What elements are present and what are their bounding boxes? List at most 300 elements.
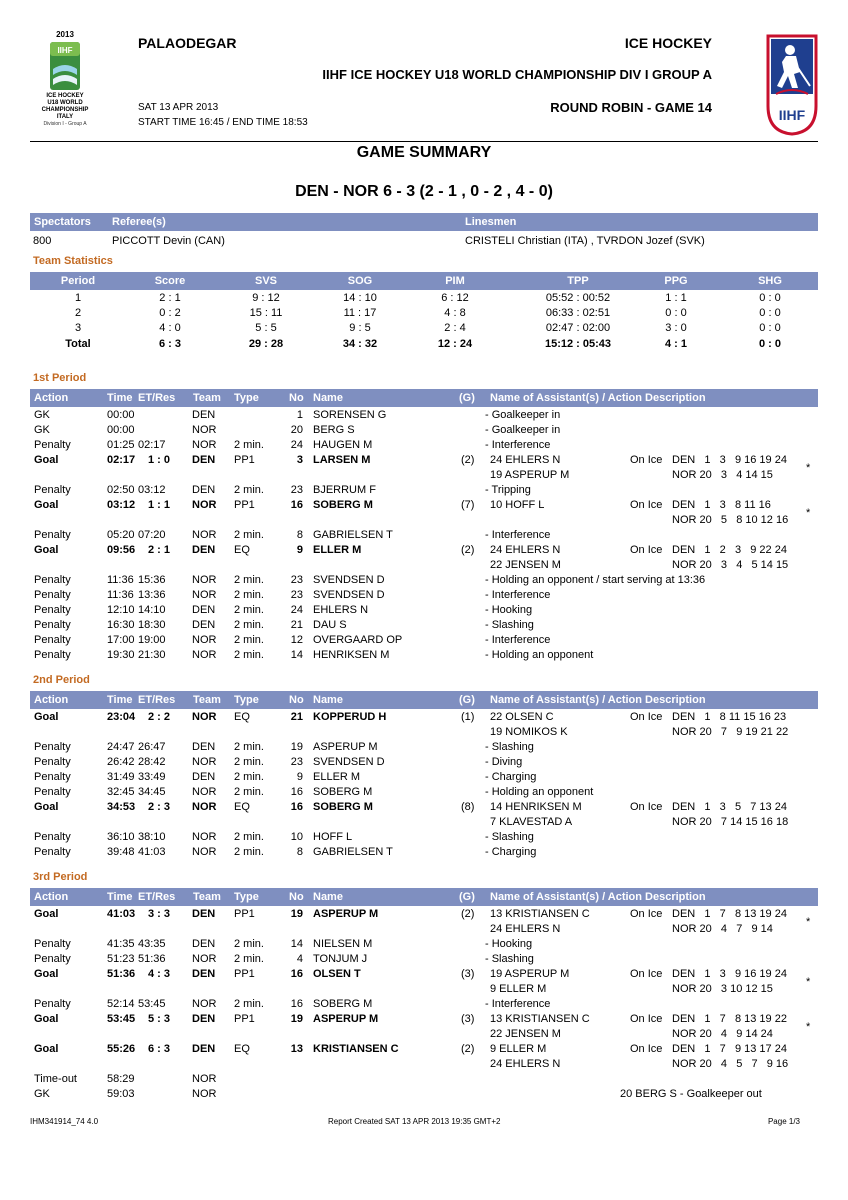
- referees-header: Referee(s): [112, 216, 166, 228]
- event-team: NOR: [192, 649, 217, 661]
- event-team: NOR: [192, 998, 217, 1010]
- event-g: (2): [461, 908, 475, 920]
- event-col-header: Team: [193, 891, 221, 903]
- referees-value: PICCOTT Devin (CAN): [112, 235, 225, 247]
- event-name: HAUGEN M: [313, 439, 373, 451]
- power-play-star: *: [806, 916, 811, 928]
- event-action: Penalty: [34, 953, 71, 965]
- event-name: GABRIELSEN T: [313, 529, 393, 541]
- event-description: - Holding an opponent / start serving at 13:36: [485, 574, 706, 586]
- event-name: DAU S: [313, 619, 347, 631]
- round-name: ROUND ROBIN - GAME 14: [550, 100, 712, 115]
- event-time: 34:53: [107, 801, 136, 813]
- event-et: 43:35: [138, 938, 166, 950]
- power-play-star: *: [806, 462, 811, 474]
- event-team: NOR: [192, 529, 217, 541]
- logo-division: Division I - Group A: [43, 121, 87, 127]
- stats-col-header: TPP: [567, 275, 589, 287]
- event-continuation-row: [30, 1058, 818, 1073]
- event-time: 02:50: [107, 484, 135, 496]
- stats-cell: 0 : 0: [665, 307, 687, 320]
- event-name: KOPPERUD H: [313, 711, 387, 723]
- on-ice-label: On Ice: [630, 499, 663, 511]
- event-team: NOR: [192, 831, 217, 843]
- event-team: NOR: [192, 756, 217, 768]
- stats-cell: 1: [74, 292, 82, 304]
- event-no: 13: [290, 1043, 303, 1055]
- on-ice-players: DEN 1 3 5 7 13 24: [672, 801, 787, 813]
- event-g: (3): [461, 1013, 475, 1025]
- on-ice-players: NOR 20 3 4 5 14 15: [672, 559, 789, 571]
- header-divider: [30, 141, 818, 142]
- on-ice-label: On Ice: [630, 544, 663, 556]
- event-continuation-row: [30, 923, 818, 938]
- event-action: Goal: [34, 711, 59, 723]
- goal-event-row: [30, 968, 818, 988]
- report-id: IHM341914_74 4.0: [30, 1117, 99, 1126]
- on-ice-players: DEN 1 7 8 13 19 22: [672, 1013, 787, 1025]
- event-name: SOBERG M: [313, 786, 373, 798]
- event-time: 31:49: [107, 771, 135, 783]
- stats-col-header: PIM: [445, 275, 465, 287]
- period-events-header: [30, 888, 818, 906]
- game-date: SAT 13 APR 2013: [138, 102, 219, 113]
- event-name: TONJUM J: [313, 953, 368, 965]
- stats-cell: 9 : 12: [252, 292, 280, 304]
- event-action: Penalty: [34, 619, 71, 631]
- event-time: 03:12: [107, 499, 136, 511]
- officials-header-bar: [30, 213, 818, 231]
- event-col-header: (G): [459, 694, 475, 706]
- event-action: Penalty: [34, 998, 71, 1010]
- assistant-name: 22 JENSEN M: [490, 1028, 561, 1040]
- event-et: 51:36: [138, 953, 166, 965]
- on-ice-players: NOR 20 4 7 9 14: [672, 923, 773, 935]
- on-ice-players: NOR 20 4 5 7 9 16: [672, 1058, 789, 1070]
- stats-cell: 2 : 1: [159, 292, 181, 304]
- event-action: GK: [34, 409, 50, 421]
- event-team: NOR: [192, 1073, 217, 1085]
- event-description: - Hooking: [485, 938, 533, 950]
- event-col-header: No: [289, 891, 304, 903]
- event-col-header: Action: [34, 891, 69, 903]
- event-team: DEN: [192, 1013, 216, 1025]
- event-action: GK: [34, 1088, 50, 1100]
- event-col-header: ET/Res: [138, 392, 176, 404]
- stats-cell: 3: [74, 322, 82, 335]
- event-no: 16: [290, 801, 303, 813]
- stats-cell: 2 : 4: [444, 322, 466, 335]
- event-type: 2 min.: [234, 953, 264, 965]
- on-ice-players: DEN 1 7 8 13 19 24: [672, 908, 787, 920]
- event-et: 6 : 3: [148, 1043, 171, 1055]
- event-name: BJERRUM F: [313, 484, 376, 496]
- venue: PALAODEGAR: [138, 35, 237, 51]
- event-continuation-row: [30, 816, 818, 831]
- assistant-name: 7 KLAVESTAD A: [490, 816, 573, 828]
- event-no: 9: [296, 544, 303, 556]
- event-action: Goal: [34, 968, 59, 980]
- event-action: Time-out: [34, 1073, 77, 1085]
- event-g: (2): [461, 544, 475, 556]
- power-play-star: *: [806, 976, 811, 988]
- event-team: NOR: [192, 801, 217, 813]
- event-type: 2 min.: [234, 619, 264, 631]
- event-type: 2 min.: [234, 439, 264, 451]
- stats-cell: 12 : 24: [437, 337, 473, 350]
- event-time: 24:47: [107, 741, 135, 753]
- stats-col-header: Period: [60, 275, 96, 287]
- event-row: [30, 619, 818, 634]
- event-action: Penalty: [34, 589, 71, 601]
- event-description: - Diving: [485, 756, 523, 768]
- event-action: Penalty: [34, 484, 71, 496]
- iihf-logo-icon: [764, 32, 820, 136]
- event-no: 4: [296, 953, 303, 965]
- event-name: LARSEN M: [313, 454, 371, 466]
- event-team: NOR: [192, 846, 217, 858]
- event-et: 3 : 3: [148, 908, 171, 920]
- event-name: HOFF L: [313, 831, 353, 843]
- event-name: NIELSEN M: [313, 938, 373, 950]
- championship-emblem-icon: [49, 41, 81, 91]
- on-ice-players: DEN 1 8 11 15 16 23: [672, 711, 787, 723]
- stats-cell: 5 : 5: [255, 322, 277, 335]
- event-time: 11:36: [107, 589, 134, 601]
- goal-event-row: [30, 544, 818, 559]
- event-et: 07:20: [138, 529, 166, 541]
- event-action: GK: [34, 424, 50, 436]
- event-no: 14: [290, 649, 303, 661]
- event-type: PP1: [234, 499, 255, 511]
- stats-row: [30, 292, 818, 307]
- event-col-header: Team: [193, 694, 221, 706]
- stats-cell: 15 : 11: [249, 307, 283, 320]
- event-action: Goal: [34, 499, 59, 511]
- event-team: NOR: [192, 574, 217, 586]
- event-time: 19:30: [107, 649, 135, 661]
- event-no: 24: [290, 604, 303, 616]
- event-note: 20 BERG S - Goalkeeper out: [620, 1088, 762, 1100]
- on-ice-players: NOR 20 5 8 10 12 16: [672, 514, 789, 526]
- event-time: 02:17: [107, 454, 136, 466]
- event-description: - Slashing: [485, 741, 534, 753]
- on-ice-label: On Ice: [630, 454, 663, 466]
- event-type: 2 min.: [234, 649, 264, 661]
- page-number: Page 1/3: [767, 1117, 800, 1126]
- event-et: 5 : 3: [148, 1013, 171, 1025]
- event-team: DEN: [192, 454, 216, 466]
- stats-col-header: SVS: [254, 275, 277, 287]
- assistant-name: 24 EHLERS N: [490, 544, 561, 556]
- event-description: - Interference: [485, 589, 551, 601]
- championship-logo: [30, 30, 100, 138]
- event-col-header: Team: [193, 392, 221, 404]
- event-g: (2): [461, 1043, 475, 1055]
- event-et: 19:00: [138, 634, 166, 646]
- event-et: 13:36: [138, 589, 166, 601]
- event-et: 14:10: [138, 604, 166, 616]
- assistant-name: 13 KRISTIANSEN C: [490, 908, 590, 920]
- event-description: - Holding an opponent: [485, 786, 594, 798]
- stats-cell: 05:52 : 00:52: [545, 292, 611, 304]
- event-no: 23: [290, 589, 303, 601]
- event-col-header: Action: [34, 392, 69, 404]
- stats-cell: 14 : 10: [343, 292, 377, 304]
- event-action: Penalty: [34, 604, 71, 616]
- event-row: [30, 529, 818, 544]
- event-time: 17:00: [107, 634, 135, 646]
- stats-cell: 29 : 28: [248, 337, 284, 350]
- event-et: 33:49: [138, 771, 166, 783]
- event-time: 41:35: [107, 938, 135, 950]
- event-no: 14: [290, 938, 303, 950]
- event-team: DEN: [192, 741, 216, 753]
- event-type: 2 min.: [234, 574, 264, 586]
- stats-cell: 0 : 2: [159, 307, 181, 320]
- event-name: SVENDSEN D: [313, 574, 385, 586]
- assistant-name: 24 EHLERS N: [490, 454, 561, 466]
- event-type: PP1: [234, 454, 255, 466]
- event-col-header: (G): [459, 392, 475, 404]
- event-time: 09:56: [107, 544, 136, 556]
- event-action: Penalty: [34, 574, 71, 586]
- event-row: [30, 409, 818, 424]
- event-name: GABRIELSEN T: [313, 846, 393, 858]
- stats-cell: 11 : 17: [343, 307, 377, 320]
- event-name: SOBERG M: [313, 998, 373, 1010]
- event-time: 53:45: [107, 1013, 136, 1025]
- event-action: Penalty: [34, 938, 71, 950]
- linesmen-value: CRISTELI Christian (ITA) , TVRDON Jozef (SVK): [465, 235, 705, 247]
- event-name: ASPERUP M: [313, 1013, 379, 1025]
- stats-cell: 6 : 3: [158, 337, 181, 350]
- stats-cell: 0 : 0: [759, 292, 781, 304]
- event-et: 2 : 2: [148, 711, 171, 723]
- on-ice-label: On Ice: [630, 1013, 663, 1025]
- event-time: 23:04: [107, 711, 136, 723]
- event-row: [30, 649, 818, 664]
- event-row: [30, 574, 818, 589]
- event-type: 2 min.: [234, 938, 264, 950]
- event-et: 2 : 3: [148, 801, 171, 813]
- event-name: ASPERUP M: [313, 741, 378, 753]
- event-action: Goal: [34, 454, 59, 466]
- event-name: SVENDSEN D: [313, 589, 385, 601]
- assistant-name: 14 HENRIKSEN M: [490, 801, 582, 813]
- event-team: DEN: [192, 1043, 216, 1055]
- linesmen-header: Linesmen: [465, 216, 517, 228]
- event-no: 19: [290, 908, 303, 920]
- event-et: 34:45: [138, 786, 166, 798]
- event-row: [30, 741, 818, 756]
- goal-event-row: [30, 1013, 818, 1033]
- event-team: DEN: [192, 968, 216, 980]
- stats-cell: 4 : 8: [444, 307, 466, 320]
- event-type: PP1: [234, 968, 255, 980]
- event-time: 41:03: [107, 908, 136, 920]
- event-name: ELLER M: [313, 771, 361, 783]
- event-action: Goal: [34, 908, 59, 920]
- assistant-name: 19 NOMIKOS K: [490, 726, 568, 738]
- event-team: DEN: [192, 604, 216, 616]
- event-row: [30, 938, 818, 953]
- event-team: NOR: [192, 439, 217, 451]
- event-et: 2 : 1: [148, 544, 171, 556]
- event-description: - Holding an opponent: [485, 649, 594, 661]
- stats-col-header: PPG: [664, 275, 688, 287]
- event-no: 19: [290, 741, 303, 753]
- event-team: NOR: [192, 786, 217, 798]
- event-type: PP1: [234, 1013, 255, 1025]
- event-et: 1 : 0: [148, 454, 171, 466]
- on-ice-players: DEN 1 3 9 16 19 24: [672, 968, 787, 980]
- period-events-header: [30, 389, 818, 407]
- event-team: DEN: [192, 544, 216, 556]
- stats-cell: Total: [65, 337, 91, 350]
- stats-total-row: [30, 338, 818, 353]
- sport: ICE HOCKEY: [624, 35, 712, 51]
- event-name: EHLERS N: [313, 604, 369, 616]
- event-col-header: Time: [107, 694, 133, 706]
- event-type: 2 min.: [234, 604, 264, 616]
- event-g: (8): [461, 801, 475, 813]
- spectators-header: Spectators: [34, 216, 91, 228]
- event-description: - Interference: [485, 529, 551, 541]
- event-col-header: Time: [107, 392, 133, 404]
- event-name: BERG S: [313, 424, 355, 436]
- assistant-name: 19 ASPERUP M: [490, 469, 570, 481]
- on-ice-label: On Ice: [630, 908, 663, 920]
- event-col-header: Name: [313, 694, 343, 706]
- championship-name: IIHF ICE HOCKEY U18 WORLD CHAMPIONSHIP DIV I GROUP A: [322, 67, 712, 82]
- event-description: - Interference: [485, 634, 551, 646]
- event-action: Penalty: [34, 634, 71, 646]
- event-row: [30, 589, 818, 604]
- event-team: DEN: [192, 409, 216, 421]
- event-col-header: Name of Assistant(s) / Action Description: [490, 891, 706, 903]
- event-description: - Interference: [485, 998, 551, 1010]
- stats-cell: 0 : 0: [758, 337, 781, 350]
- event-col-header: Type: [234, 891, 259, 903]
- assistant-name: 13 KRISTIANSEN C: [490, 1013, 590, 1025]
- event-description: - Slashing: [485, 953, 534, 965]
- event-et: 53:45: [138, 998, 166, 1010]
- event-continuation-row: [30, 469, 818, 484]
- event-row: [30, 846, 818, 861]
- stats-cell: 6 : 12: [441, 292, 469, 304]
- stats-cell: 3 : 0: [665, 322, 687, 335]
- page-title: GAME SUMMARY: [356, 144, 492, 161]
- event-row: [30, 831, 818, 846]
- goal-event-row: [30, 1043, 818, 1058]
- event-no: 12: [290, 634, 303, 646]
- event-team: NOR: [192, 424, 217, 436]
- event-action: Penalty: [34, 846, 71, 858]
- on-ice-players: DEN 1 7 9 13 17 24: [672, 1043, 787, 1055]
- event-g: (2): [461, 454, 475, 466]
- event-et: 18:30: [138, 619, 166, 631]
- assistant-name: 9 ELLER M: [490, 1043, 547, 1055]
- event-et: 4 : 3: [148, 968, 171, 980]
- stats-col-header: SOG: [347, 275, 373, 287]
- event-team: NOR: [192, 589, 217, 601]
- event-time: 52:14: [107, 998, 135, 1010]
- team-stats-label: Team Statistics: [33, 255, 113, 267]
- event-col-header: (G): [459, 891, 475, 903]
- event-type: 2 min.: [234, 831, 264, 843]
- power-play-star: *: [806, 507, 811, 519]
- event-et: 38:10: [138, 831, 166, 843]
- event-time: 16:30: [107, 619, 135, 631]
- event-time: 12:10: [107, 604, 135, 616]
- event-no: 16: [290, 499, 303, 511]
- period-events-header: [30, 691, 818, 709]
- event-time: 00:00: [107, 409, 135, 421]
- event-name: ELLER M: [313, 544, 362, 556]
- event-name: OVERGAARD OP: [313, 634, 403, 646]
- event-row: [30, 634, 818, 649]
- stats-cell: 1 : 1: [665, 292, 687, 304]
- goal-event-row: [30, 801, 818, 816]
- event-continuation-row: [30, 726, 818, 741]
- stats-cell: 02:47 : 02:00: [545, 322, 611, 335]
- event-description: - Goalkeeper in: [485, 409, 561, 421]
- event-description: - Interference: [485, 439, 551, 451]
- officials-row: [30, 235, 818, 250]
- event-action: Goal: [34, 544, 59, 556]
- event-time: 39:48: [107, 846, 135, 858]
- stats-row: [30, 322, 818, 337]
- event-team: NOR: [192, 1088, 217, 1100]
- stats-col-header: SHG: [758, 275, 782, 287]
- event-type: 2 min.: [234, 529, 264, 541]
- on-ice-label: On Ice: [630, 968, 663, 980]
- event-et: 28:42: [138, 756, 166, 768]
- event-team: DEN: [192, 908, 216, 920]
- event-type: 2 min.: [234, 771, 264, 783]
- event-no: 16: [290, 998, 303, 1010]
- event-row: [30, 484, 818, 499]
- assistant-name: 19 ASPERUP M: [490, 968, 570, 980]
- event-no: 23: [290, 574, 303, 586]
- stats-row: [30, 307, 818, 322]
- event-team: DEN: [192, 938, 216, 950]
- event-team: DEN: [192, 484, 216, 496]
- event-time: 11:36: [107, 574, 134, 586]
- event-type: 2 min.: [234, 756, 264, 768]
- event-name: OLSEN T: [313, 968, 361, 980]
- stats-cell: 4 : 0: [159, 322, 181, 335]
- event-time: 55:26: [107, 1043, 136, 1055]
- event-type: 2 min.: [234, 484, 264, 496]
- event-col-header: Name of Assistant(s) / Action Description: [490, 392, 706, 404]
- event-et: 26:47: [138, 741, 166, 753]
- stats-cell: 0 : 0: [759, 322, 781, 335]
- event-action: Penalty: [34, 831, 71, 843]
- event-time: 00:00: [107, 424, 135, 436]
- event-action: Penalty: [34, 649, 71, 661]
- event-no: 20: [290, 424, 303, 436]
- on-ice-players: NOR 20 4 9 14 24: [672, 1028, 773, 1040]
- event-col-header: No: [289, 694, 304, 706]
- event-row: [30, 1073, 818, 1088]
- event-col-header: ET/Res: [138, 694, 176, 706]
- event-no: 23: [290, 484, 303, 496]
- period-label: 2nd Period: [33, 674, 90, 686]
- goal-event-row: [30, 711, 818, 726]
- event-no: 9: [296, 771, 303, 783]
